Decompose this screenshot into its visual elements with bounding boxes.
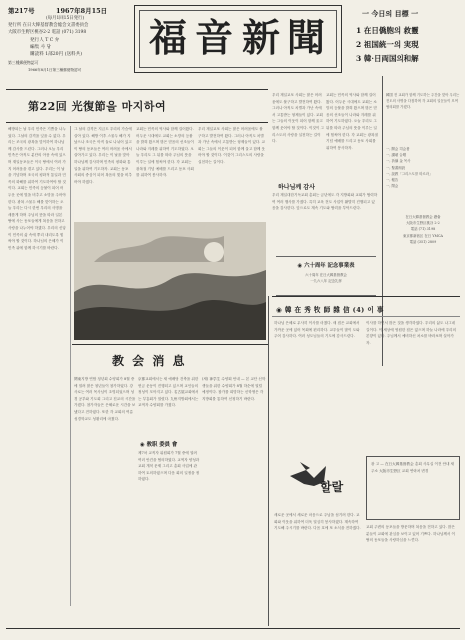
top-right-column-b: 교회는 민족의 역사와 함께 걸어왔다. 어두운 시대에도 교회는 소망의 등불을 밝혀 왔으며 많은 믿음의 선조들이 나라와 겨레를 위하여 기도하였다. 오늘 우리도 그 뒤를 따라 주님의 뜻을 이루는 일에 힘써야 한다. 각 교회는 광복절 기념 예배를 드리고 동포 사회를 위하여 봉사하자. <box>326 93 378 150</box>
sidebar-list-item: 一, 聖書朗読 <box>386 165 406 170</box>
issue-date: 1967年8月15日 <box>56 7 108 15</box>
news-col-2: 京都교회에서는 새 예배당 건축을 위한 헌금 운동이 진행되고 있으며 교인들의 정성이 모아지고 있다. 名古屋교회에서는 부흥회가 열렸다. 九州지방회에서는 교역자 수양회를 가졌다. <box>138 377 199 408</box>
right-notice-text: 우리 재일대한기독교회 총회는 금년에도 각 지방회와 교회가 협력하여 여러 행사를 가졌다. 특히 교육 전도 사업이 활발히 진행되고 있음을 감사한다. 앞으로도 계속 기도와 협력을 부탁드린다. <box>272 193 378 211</box>
news-section-title: 教 会 消 息 <box>112 354 187 368</box>
goals-box <box>350 5 460 71</box>
sidebar-list-item: 一, 讃頌 合唱 <box>386 153 407 158</box>
headline-rule <box>6 122 268 123</box>
main-article-col-1: 해방되는 날 우리 민족은 기쁨을 나누었다. 그날의 감격을 잊을 수 없다. 우리는 조국의 광복을 맞이하여 하나님께 감사를 드린다. 그러나 오늘 우리 민족은 아직도 분단의 아픔 속에 있으며 재일동포들은 이국 땅에서 여러 가지 어려움을 겪고 있다. 우리는 이 날을 기념하며 조국의 평화적 통일과 민족의 화해를 위하여 기도하여야 할 것이다. 교회는 민족의 등불이 되어 어두운 곳에 빛을 비추고 소망을 주어야 한다. 광복 스물두 해를 맞이하는 오늘 우리는 다시 한번 우리의 사명을 새롭게 하며 주님의 뜻을 따라 일본 땅에 사는 동포들에게 복음을 전하고 사랑을 나누어야 하겠다. 우리의 신앙이 민족의 삶 속에 뿌리 내리도록 힘써야 할 것이다. 하나님의 은혜가 이 민족 위에 함께 하시기를 바란다. <box>8 127 66 250</box>
title-char-2: 音 <box>195 15 234 60</box>
footer-notice-text: 광 고 — 在日大韓基督教会 총회 사무실 이전 안내 새 주소 大阪市生野区 교회 연락처 변경 <box>371 462 455 473</box>
masthead-meta-5: 購読料 1部20円 (送料共) <box>30 52 83 57</box>
main-article-col-2: 그 날의 감격은 지금도 우리의 가슴에 살아 있다. 해방 이후 스물두 해가 지났으나 조국은 아직 둘로 나뉘어 있고 이 땅의 동포들은 여러 어려움 속에서 살아가고 있다. 우리는 이 날을 맞아 하나님께 감사하며 민족의 평화와 통일을 위하여 기도하자. 교회는 동포 사회의 중심이 되어 복음의 빛을 비추어야 하겠다. <box>74 127 132 184</box>
sidebar-top-text: 韓国 전 교회가 함께 기도하는 주간을 맞아 우리는 전도의 사명을 다짐하며 각 교회의 일꾼들이 모여 협의회를 가졌다. <box>386 93 460 110</box>
sidebar-ad-line: 大阪市生野区桃谷 2-2 <box>406 221 440 226</box>
sidebar-list-item: 一, 説教「그리스도를 따르라」 <box>386 171 433 176</box>
masthead-meta-2: 大阪市生野区桃谷2-2 電話 (071) 3198 <box>8 30 87 35</box>
goals-heading: 一 今日의 目標 一 <box>362 9 419 18</box>
photo-landscape-illustration <box>74 222 266 340</box>
memorial-title: ◉ 六十周年 記念事業表 <box>297 263 355 269</box>
issue-number: 第217号 <box>8 7 35 15</box>
right-notice-heading: 하나님께 감사 <box>278 184 315 191</box>
masthead-rule <box>6 89 268 90</box>
masthead <box>6 4 124 88</box>
sidebar-list <box>386 146 460 189</box>
title-char-4: 聞 <box>287 15 326 60</box>
feature-logo-text: 할랄 <box>320 480 344 494</box>
masthead-imprint: 1966年8月1日第三種郵便物認可 <box>28 68 82 72</box>
feature-top-rule <box>272 296 460 297</box>
memorial-line: 一九六八年 記念礼拝 <box>310 279 342 284</box>
page-bottom-rule <box>6 628 460 629</box>
sidebar-ad-line: 電話 (351) 2809 <box>409 239 437 244</box>
sidebar-ad-line: 東京都新宿区 在日 YMCA <box>402 233 444 238</box>
feature-col-4: 교회 주변의 동포들을 방문하며 복음을 전하고 있다. 많은 분들이 교회에 관심을 보이고 있어 기쁘다. 하나님께서 이 땅의 동포들을 사랑하심을 느낀다. <box>366 525 455 543</box>
sidebar-list-item: 一, 閉会 <box>386 184 399 189</box>
headline-bar <box>6 92 268 118</box>
sidebar-ad-line: 在日大韓基督教会 總會 <box>405 215 441 219</box>
sidebar-list-item: 一, 祈禱 金 목사 <box>386 159 411 164</box>
col-divider-1 <box>70 126 71 606</box>
memorial-line: 六十周年 在日大韓基督教会 <box>305 273 347 277</box>
news-col-4: (새) 神学生 수양회 안내 — 본 교단 신학생들을 위한 수양회가 8월 하순에 열릴 예정이다. 참가를 희망하는 신학생은 각 지방회를 통하여 신청하기 바란다. <box>202 377 266 401</box>
masthead-meta-0: (毎月1回15日発行) <box>46 16 85 21</box>
masthead-meta-4: 編集 사 당 <box>30 45 51 50</box>
title-char-1: 福 <box>149 15 188 60</box>
feature-illustration <box>284 456 360 508</box>
sidebar-ad-line: 電話 (71) 3198 <box>410 227 436 232</box>
feature-title: ◉ 韓 在 秀 牧 師 雜 信 (4) 이 事 <box>276 306 384 314</box>
masthead-meta-3: 発行人 T C 弁 <box>30 38 60 43</box>
news-sub-heading: ◉ 敎职 委員 會 <box>140 442 178 448</box>
title-char-3: 新 <box>242 15 281 60</box>
masthead-side-note: 第三種郵便物認可 <box>8 60 39 65</box>
feature-title-rule <box>272 316 460 317</box>
footer-notice-box <box>366 456 460 520</box>
feature-col-3: 새로운 곳에서 새로운 마음으로 주님을 섬기려 한다. 교회와 이웃을 위하여 더욱 열심히 봉사하겠다. 계속하여 기도해 주시기를 바란다. 다음 호에 또 소식을 전하겠다. <box>274 513 361 531</box>
memorial-box <box>276 256 376 296</box>
col-divider-news <box>268 296 269 626</box>
sidebar-list-item: 一, 開会 司会者 <box>386 147 410 151</box>
news-col-3: 제7차 교직자 위원회가 7월 중에 열려 여러 안건을 협의하였다. 교역자 양성과 교회 개척 문제 그리고 총회 사업에 관하여 토의하였으며 다음 회의 일정을 정하였다. <box>138 451 200 482</box>
goal-item-1: 1 在日僑胞의 救靈 <box>356 26 419 35</box>
newspaper-title-frame <box>134 5 342 73</box>
sidebar-ads <box>386 214 460 245</box>
feature-col-1: 하나님 은혜로 무사히 이사를 마쳤다. 새 집은 교회에서 가까운 곳에 있어 목회에 편리하다. 교우들이 많이 도와 주어 감사하다. 여러 성도님들의 기도에 감사드린다. <box>274 321 360 339</box>
article-photo <box>74 222 266 340</box>
main-article-col-4: 우리 재일교포 사회는 많은 어려움에도 불구하고 발전하여 왔다. 그러나 아직도 차별과 가난 속에서 고통받는 형제들이 있다. 교회는 그들의 이웃이 되어 함께 울고 함께 웃어야 할 것이다. 이것이 그리스도의 사랑을 실천하는 길이다. <box>198 127 266 164</box>
top-right-column-a: 우리 재일교포 사회는 많은 어려움에도 불구하고 발전하여 왔다. 그러나 아직도 차별과 가난 속에서 고통받는 형제들이 있다. 교회는 그들의 이웃이 되어 함께 울고 함께 웃어야 할 것이다. 이것이 그리스도의 사랑을 실천하는 길이다. <box>272 93 324 144</box>
main-article-col-3: 교회는 민족의 역사와 함께 걸어왔다. 어두운 시대에도 교회는 소망의 등불을 밝혀 왔으며 많은 믿음의 선조들이 나라와 겨레를 위하여 기도하였다. 오늘 우리도 그 뒤를 따라 주님의 뜻을 이루는 일에 힘써야 한다. 각 교회는 광복절 기념 예배를 드리고 동포 사회를 위하여 봉사하자. <box>136 127 194 178</box>
headline-title: 第22回 光復節을 마지하여 <box>28 100 167 113</box>
goal-item-3: 3 韓·日両国의和解 <box>356 54 419 63</box>
sidebar-list-item: 一, 報告 <box>386 178 399 183</box>
goal-item-2: 2 祖国統一의 実現 <box>356 40 419 49</box>
news-top-rule <box>72 344 268 345</box>
news-col-1: 関東지방 연합 청년회 수양회가 8월 중에 열려 많은 청년들이 참가하였다. 강사로는 여러 목사님이 초빙되었으며 성경 공부와 기도회 그리고 친교의 시간을 가졌다. 참가자들은 은혜로운 시간을 보냈다고 전하였다. 또한 각 교회의 여름 성경학교도 성황리에 마쳤다. <box>74 377 136 421</box>
masthead-meta-1: 発行所 在日大韓基督教会総会文書委員会 <box>8 23 89 28</box>
feature-col-2: 이사를 하면서 많은 것을 생각하였다. 우리의 삶도 나그네 길이다. 이 세상에 영원한 집은 없으며 하늘 나라에 우리의 본향이 있다. 주님께서 예비하신 처소를 바라보며 살아가자. <box>366 321 457 345</box>
